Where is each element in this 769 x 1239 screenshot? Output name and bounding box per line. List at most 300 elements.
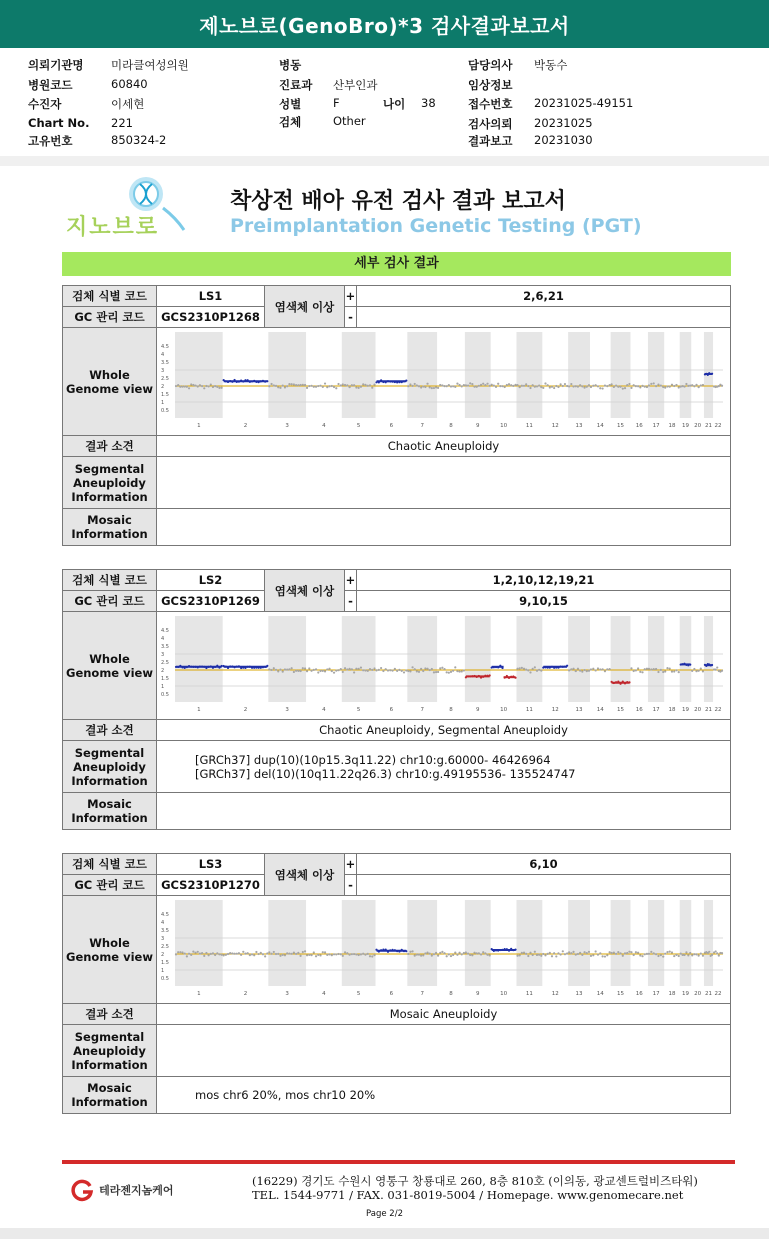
- chromosome-band: [342, 616, 376, 702]
- sample-table: [62, 285, 731, 546]
- data-point: [599, 952, 601, 954]
- footer-rule: [62, 1160, 735, 1164]
- data-point: [277, 386, 279, 388]
- data-point: [484, 384, 486, 386]
- data-point: [698, 386, 700, 388]
- label-receipt-no: 접수번호: [468, 97, 513, 111]
- data-point: [409, 670, 411, 672]
- data-point: [482, 383, 484, 385]
- data-point: [592, 668, 594, 670]
- y-tick-label: 3.5: [161, 360, 169, 366]
- data-point: [335, 670, 337, 672]
- data-point: [454, 386, 456, 388]
- value-department: 산부인과: [333, 78, 378, 92]
- data-point: [597, 667, 599, 669]
- data-point: [650, 383, 652, 385]
- chromosome-band: [407, 332, 437, 418]
- data-point: [277, 670, 279, 672]
- data-point: [306, 670, 308, 672]
- data-point: [564, 383, 566, 385]
- data-point: [450, 955, 452, 957]
- data-point: [478, 952, 480, 954]
- data-point: [190, 383, 192, 385]
- chromosome-label: 8: [449, 991, 453, 997]
- value-specimen: Other: [333, 114, 366, 128]
- data-point: [489, 385, 491, 387]
- chromosome-band: [648, 900, 664, 986]
- gc-code-value: GCS2310P1270: [157, 875, 265, 896]
- data-point: [534, 666, 536, 668]
- data-point: [693, 385, 695, 387]
- data-point: [519, 386, 521, 388]
- data-point: [344, 384, 346, 386]
- data-point: [639, 386, 641, 388]
- data-point: [568, 951, 570, 953]
- data-point: [431, 387, 433, 389]
- data-point: [540, 955, 542, 957]
- data-point: [641, 385, 643, 387]
- data-point: [619, 952, 621, 954]
- data-point: [648, 953, 650, 955]
- data-point: [602, 668, 604, 670]
- chromosome-label: 11: [525, 707, 533, 713]
- data-point: [333, 953, 335, 955]
- label-sample-id: 검체 식별 코드: [63, 570, 157, 591]
- chromosome-label: 6: [389, 423, 394, 429]
- data-point: [422, 954, 424, 956]
- data-point: [471, 383, 473, 385]
- data-point: [604, 385, 606, 387]
- data-point: [639, 671, 641, 673]
- data-point: [673, 385, 675, 387]
- label-specimen: 검체: [279, 115, 302, 129]
- chromosome-label: 21: [705, 991, 713, 997]
- data-point: [653, 952, 655, 954]
- data-point: [639, 954, 641, 956]
- company-name: 테라젠지놈케어: [99, 1184, 174, 1197]
- chromosome-label: 21: [705, 423, 713, 429]
- data-point: [270, 953, 272, 955]
- data-point: [306, 954, 308, 956]
- data-point: [452, 385, 454, 387]
- data-point: [313, 386, 315, 388]
- data-point: [452, 670, 454, 672]
- data-point: [315, 668, 317, 670]
- data-point: [680, 385, 682, 387]
- data-point: [282, 670, 284, 672]
- data-point: [538, 384, 540, 386]
- y-tick-label: 4: [161, 636, 165, 642]
- data-point: [424, 952, 426, 954]
- data-point: [273, 384, 275, 386]
- data-point: [683, 954, 685, 956]
- data-point: [454, 666, 456, 668]
- data-point: [362, 669, 364, 671]
- data-point: [331, 954, 333, 956]
- data-point: [540, 386, 542, 388]
- data-point: [344, 667, 346, 669]
- chromosome-band: [611, 332, 631, 418]
- data-point: [373, 667, 375, 669]
- data-point: [646, 386, 648, 388]
- data-point: [337, 953, 339, 955]
- data-point: [277, 953, 279, 955]
- data-point: [700, 667, 702, 669]
- gain-chromosomes: 2,6,21: [357, 286, 731, 307]
- data-point: [306, 387, 308, 389]
- data-point: [297, 952, 299, 954]
- data-point: [452, 954, 454, 956]
- sample-table: [62, 853, 731, 1114]
- data-point: [557, 386, 559, 388]
- gc-code-value: GCS2310P1269: [157, 591, 265, 612]
- data-point: [678, 955, 680, 957]
- data-point: [342, 671, 344, 673]
- data-point: [538, 954, 540, 956]
- data-point: [660, 954, 662, 956]
- chromosome-label: 18: [668, 991, 676, 997]
- data-point: [657, 671, 659, 673]
- data-point: [718, 954, 720, 956]
- y-tick-label: 1: [161, 968, 165, 974]
- data-point: [581, 954, 583, 956]
- data-point: [407, 385, 409, 387]
- data-point: [251, 953, 253, 955]
- chromosome-band: [465, 616, 491, 702]
- data-point: [678, 386, 680, 388]
- whole-genome-chart-cell: [157, 612, 731, 720]
- value-hospital-code: 60840: [111, 77, 148, 91]
- data-point: [698, 670, 700, 672]
- data-point: [214, 954, 216, 956]
- data-point: [210, 953, 212, 955]
- data-point: [644, 668, 646, 670]
- data-point: [484, 952, 486, 954]
- data-point: [532, 668, 534, 670]
- data-point: [416, 954, 418, 956]
- data-point: [355, 668, 357, 670]
- data-point: [536, 954, 538, 956]
- data-point: [324, 670, 326, 672]
- bottom-band: [0, 1228, 769, 1239]
- data-point: [416, 384, 418, 386]
- data-point: [702, 384, 704, 386]
- data-point: [635, 385, 637, 387]
- chromosome-label: 16: [635, 991, 643, 997]
- data-point: [420, 955, 422, 957]
- data-point: [373, 384, 375, 386]
- chromosome-label: 5: [356, 423, 361, 429]
- data-point: [476, 386, 478, 388]
- company-logo-icon: [70, 1178, 94, 1202]
- finding-value: Chaotic Aneuploidy: [157, 436, 731, 457]
- data-point: [622, 955, 624, 957]
- data-point: [521, 667, 523, 669]
- y-tick-label: 1: [161, 400, 165, 406]
- data-point: [655, 385, 657, 387]
- data-point: [385, 668, 387, 670]
- data-point: [461, 385, 463, 387]
- data-point: [229, 952, 231, 954]
- data-point: [648, 384, 650, 386]
- data-point: [433, 387, 435, 389]
- chromosome-label: 8: [449, 423, 453, 429]
- gain-chromosomes: 1,2,10,12,19,21: [357, 570, 731, 591]
- whole-genome-chart: [157, 612, 730, 716]
- chromosome-label: 11: [525, 423, 533, 429]
- label-unique-no: 고유번호: [28, 134, 73, 148]
- data-point: [409, 383, 411, 385]
- whole-genome-chart-cell: [157, 896, 731, 1004]
- address-line: (16229) 경기도 수원시 영통구 창룡대로 260, 8층 810호 (이의동, 광교센트럴비즈타워): [252, 1174, 698, 1188]
- data-point: [317, 671, 319, 673]
- data-point: [443, 668, 445, 670]
- data-point: [669, 386, 671, 388]
- data-point: [358, 387, 360, 389]
- data-point: [348, 668, 350, 670]
- data-point: [581, 385, 583, 387]
- data-point: [411, 666, 413, 668]
- data-point: [721, 670, 723, 672]
- data-point: [416, 670, 418, 672]
- plus-sign: +: [345, 286, 357, 307]
- data-point: [313, 951, 315, 953]
- segmental-line: [GRCh37] del(10)(10q11.22q26.3) chr10:g.49195536- 135524747: [195, 766, 576, 781]
- data-point: [626, 384, 628, 386]
- data-point: [240, 954, 242, 956]
- data-point: [420, 386, 422, 388]
- data-point: [540, 670, 542, 672]
- data-point: [348, 954, 350, 956]
- data-point: [297, 384, 299, 386]
- data-point: [516, 668, 518, 670]
- data-point: [367, 670, 369, 672]
- data-point: [353, 384, 355, 386]
- data-point: [544, 954, 546, 956]
- data-point: [675, 954, 677, 956]
- data-point: [551, 955, 553, 957]
- chromosome-label: 16: [635, 707, 643, 713]
- data-point: [304, 667, 306, 669]
- y-tick-label: 4: [161, 352, 165, 358]
- data-point: [218, 387, 220, 389]
- y-tick-label: 2.5: [161, 376, 169, 382]
- y-tick-label: 3: [161, 652, 165, 658]
- data-point: [570, 383, 572, 385]
- data-point: [471, 954, 473, 956]
- data-point: [194, 384, 196, 386]
- data-point: [242, 951, 244, 953]
- page-number: Page 2/2: [366, 1209, 403, 1219]
- data-point: [633, 954, 635, 956]
- chromosome-label: 21: [705, 707, 713, 713]
- data-point: [711, 954, 713, 956]
- sample-id-value: LS1: [157, 286, 265, 307]
- chromosome-label: 13: [575, 991, 583, 997]
- data-point: [389, 669, 391, 671]
- data-point: [671, 671, 673, 673]
- value-request-date: 20231025: [534, 116, 593, 130]
- data-point: [225, 954, 227, 956]
- data-point: [418, 385, 420, 387]
- data-point: [671, 384, 673, 386]
- data-point: [286, 669, 288, 671]
- data-point: [201, 385, 203, 387]
- data-point: [181, 386, 183, 388]
- chromosome-label: 15: [617, 423, 625, 429]
- data-point: [624, 387, 626, 389]
- value-receipt-no: 20231025-49151: [534, 96, 634, 110]
- chromosome-label: 18: [668, 423, 676, 429]
- data-point: [308, 954, 310, 956]
- data-point: [403, 671, 405, 673]
- data-point: [536, 670, 538, 672]
- data-point: [590, 386, 592, 388]
- data-point: [570, 952, 572, 954]
- y-tick-label: 3: [161, 368, 165, 374]
- data-point: [188, 387, 190, 389]
- data-point: [429, 386, 431, 388]
- data-point: [302, 951, 304, 953]
- y-tick-label: 2: [161, 952, 165, 958]
- label-age: 나이: [383, 97, 406, 111]
- data-point: [590, 955, 592, 957]
- genobro-logo: [64, 174, 194, 240]
- data-point: [525, 383, 527, 385]
- data-point: [268, 385, 270, 387]
- data-point: [270, 383, 272, 385]
- patient-info: [0, 48, 769, 154]
- data-point: [562, 950, 564, 952]
- chromosome-label: 17: [652, 991, 660, 997]
- data-point: [262, 953, 264, 955]
- data-point: [429, 953, 431, 955]
- data-point: [358, 668, 360, 670]
- data-point: [495, 386, 497, 388]
- data-point: [369, 668, 371, 670]
- data-point: [456, 954, 458, 956]
- data-point: [630, 387, 632, 389]
- data-point: [700, 953, 702, 955]
- chromosome-band: [342, 900, 376, 986]
- chromosome-label: 7: [420, 991, 424, 997]
- data-point: [480, 384, 482, 386]
- data-point: [249, 954, 251, 956]
- data-point: [716, 952, 718, 954]
- data-point: [583, 669, 585, 671]
- chromosome-label: 17: [652, 707, 660, 713]
- data-point: [231, 952, 233, 954]
- chromosome-label: 18: [668, 707, 676, 713]
- chromosome-label: 9: [476, 707, 480, 713]
- data-point: [308, 667, 310, 669]
- data-point: [461, 670, 463, 672]
- data-point: [414, 955, 416, 957]
- data-point: [407, 670, 409, 672]
- data-point: [342, 383, 344, 385]
- label-clinical-info: 임상정보: [468, 78, 513, 92]
- chromosome-label: 9: [476, 991, 480, 997]
- data-point: [568, 385, 570, 387]
- chromosome-label: 4: [322, 707, 326, 713]
- label-chromosome-abnormality: 염색체 이상: [265, 286, 345, 328]
- data-point: [532, 954, 534, 956]
- data-point: [547, 384, 549, 386]
- chromosome-label: 14: [596, 707, 604, 713]
- data-point: [192, 384, 194, 386]
- data-point: [469, 382, 471, 384]
- chromosome-label: 3: [285, 423, 289, 429]
- data-point: [446, 955, 448, 957]
- data-point: [606, 668, 608, 670]
- data-point: [203, 955, 205, 957]
- data-point: [599, 387, 601, 389]
- data-point: [322, 670, 324, 672]
- data-point: [313, 669, 315, 671]
- data-point: [288, 383, 290, 385]
- data-point: [411, 950, 413, 952]
- data-point: [208, 954, 210, 956]
- data-point: [221, 387, 223, 389]
- data-point: [673, 955, 675, 957]
- data-point: [299, 670, 301, 672]
- data-point: [418, 671, 420, 673]
- data-point: [675, 669, 677, 671]
- data-point: [364, 954, 366, 956]
- loss-chromosomes: 9,10,15: [357, 591, 731, 612]
- data-point: [575, 385, 577, 387]
- data-point: [212, 386, 214, 388]
- data-point: [346, 668, 348, 670]
- data-point: [669, 667, 671, 669]
- data-point: [641, 671, 643, 673]
- label-finding: 결과 소견: [63, 1004, 157, 1025]
- data-point: [489, 954, 491, 956]
- data-point: [673, 670, 675, 672]
- data-point: [275, 385, 277, 387]
- data-point: [324, 951, 326, 953]
- y-tick-label: 2.5: [161, 944, 169, 950]
- data-point: [604, 670, 606, 672]
- sample-id-value: LS3: [157, 854, 265, 875]
- data-point: [662, 386, 664, 388]
- chromosome-band: [648, 616, 664, 702]
- data-point: [456, 670, 458, 672]
- data-point: [414, 383, 416, 385]
- data-point: [624, 952, 626, 954]
- data-point: [340, 668, 342, 670]
- label-chromosome-abnormality: 염색체 이상: [265, 854, 345, 896]
- data-point: [426, 668, 428, 670]
- data-point: [398, 669, 400, 671]
- logo-text: 지노브로: [66, 215, 160, 240]
- chromosome-label: 4: [322, 991, 326, 997]
- data-point: [557, 952, 559, 954]
- data-point: [286, 385, 288, 387]
- data-point: [335, 387, 337, 389]
- data-point: [476, 952, 478, 954]
- segmental-info: [157, 1025, 731, 1077]
- chromosome-band: [268, 900, 306, 986]
- data-point: [351, 384, 353, 386]
- data-point: [270, 669, 272, 671]
- data-point: [542, 953, 544, 955]
- data-point: [441, 951, 443, 953]
- data-point: [662, 671, 664, 673]
- label-whole-genome-view: Whole Genome view: [63, 328, 157, 436]
- data-point: [678, 671, 680, 673]
- data-point: [175, 953, 177, 955]
